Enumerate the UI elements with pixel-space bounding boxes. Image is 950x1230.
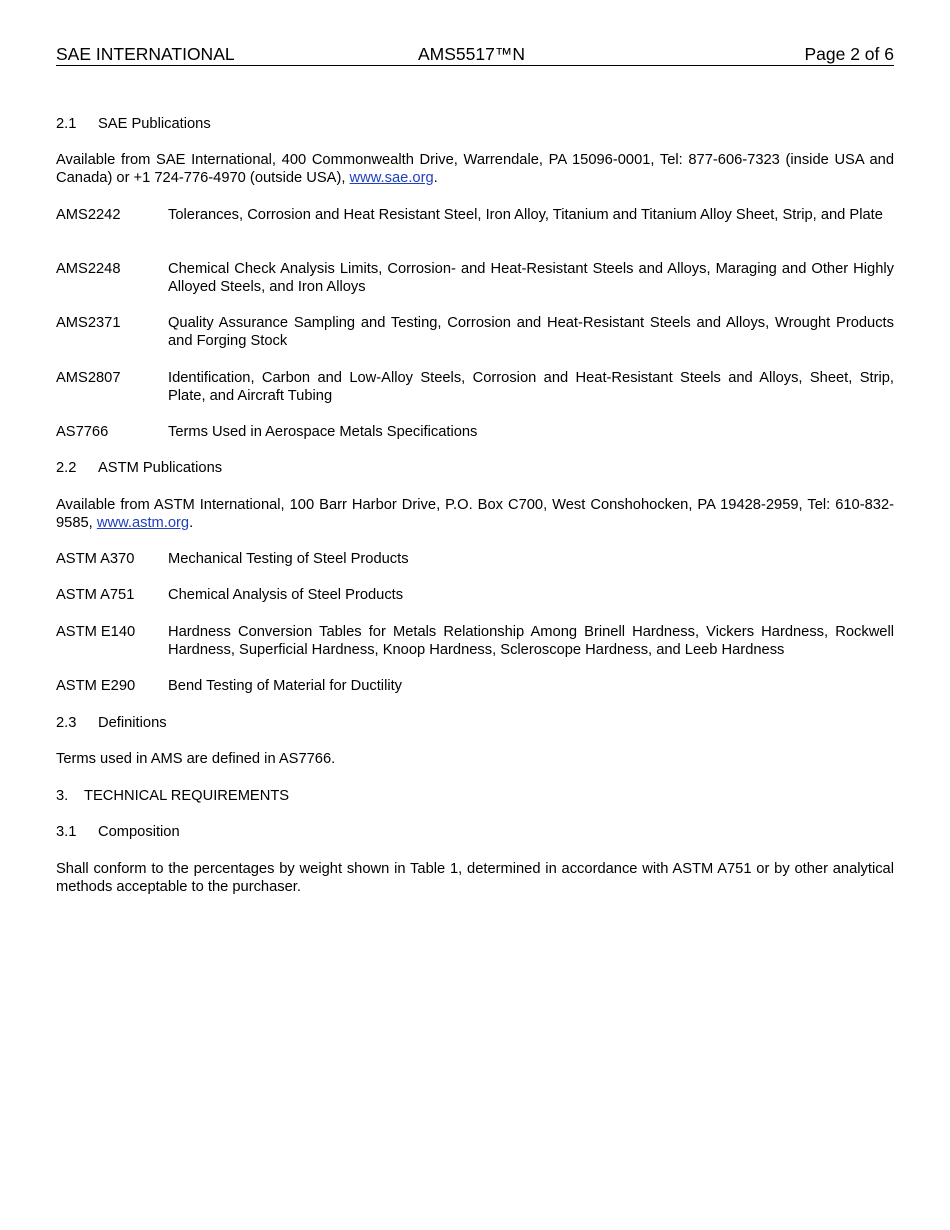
header-page-number: Page 2 of 6: [804, 44, 894, 64]
reference-title: Identification, Carbon and Low-Alloy Steels, Corrosion and Heat-Resistant Steels and Alloys, Sheet, Strip, Plate, and Aircraft Tubing: [168, 370, 894, 404]
reference-title: Terms Used in Aerospace Metals Specifications: [168, 424, 478, 440]
reference-entry: [56, 207, 894, 225]
section-title: ASTM Publications: [98, 460, 223, 476]
reference-entry: [56, 624, 894, 659]
header-doc-number: AMS5517™N: [418, 44, 525, 64]
sae-website-link[interactable]: www.sae.org: [349, 169, 434, 186]
reference-title: Bend Testing of Material for Ductility: [168, 678, 403, 694]
reference-title: Chemical Check Analysis Limits, Corrosion- and Heat-Resistant Steels and Alloys, Maraging and Other Highly Alloyed Steels, and Iron Alloys: [168, 261, 894, 295]
section-2-1-heading: [56, 116, 894, 134]
reference-entry: [56, 587, 894, 605]
reference-title: Mechanical Testing of Steel Products: [168, 551, 409, 567]
page-header: [56, 43, 894, 66]
section-number: 2.3: [56, 715, 77, 731]
reference-title: Tolerances, Corrosion and Heat Resistant Steel, Iron Alloy, Titanium and Titanium Alloy Sheet, Strip, and Plate: [168, 207, 883, 223]
definitions-paragraph: Terms used in AMS are defined in AS7766.: [56, 751, 336, 767]
section-2-2-heading: [56, 460, 894, 478]
section-number: 3.1: [56, 824, 77, 840]
reference-title: Hardness Conversion Tables for Metals Relationship Among Brinell Hardness, Vickers Hardness, Rockwell Hardness, Superficial Hardness, Knoop Hardness, Scleroscope Hardness, and Leeb Hardness: [168, 624, 894, 658]
sae-availability-text: Available from SAE International, 400 Commonwealth Drive, Warrendale, PA 15096-0001, Tel: 877-606-7323 (inside USA and Canada) or +1 724-776-4970 (outside USA),: [56, 152, 894, 186]
reference-entry: [56, 315, 894, 350]
section-title: TECHNICAL REQUIREMENTS: [84, 788, 290, 804]
reference-code: AMS2248: [56, 261, 121, 277]
period: .: [433, 169, 438, 186]
header-org: SAE INTERNATIONAL: [56, 44, 235, 64]
sae-availability-paragraph: [56, 152, 894, 187]
astm-availability-text: Available from ASTM International, 100 Barr Harbor Drive, P.O. Box C700, West Conshohocken, PA 19428-2959, Tel: 610-832-9585,: [56, 497, 894, 531]
reference-code: AS7766: [56, 424, 109, 440]
astm-website-link[interactable]: www.astm.org: [96, 514, 190, 531]
section-2-3-heading: [56, 715, 894, 733]
reference-code: ASTM A370: [56, 551, 135, 567]
reference-title: Quality Assurance Sampling and Testing, Corrosion and Heat-Resistant Steels and Alloys, Wrought Products and Forging Stock: [168, 315, 894, 349]
reference-title: Chemical Analysis of Steel Products: [168, 587, 404, 603]
reference-entry: [56, 678, 894, 696]
section-number: 2.2: [56, 460, 77, 476]
reference-code: ASTM E140: [56, 624, 136, 640]
section-title: Composition: [98, 824, 180, 840]
section-3-1-heading: [56, 824, 894, 842]
reference-entry: [56, 370, 894, 405]
section-title: SAE Publications: [98, 116, 211, 132]
astm-availability-paragraph: [56, 497, 894, 532]
reference-code: ASTM A751: [56, 587, 135, 603]
reference-entry: [56, 424, 894, 442]
section-number: 2.1: [56, 116, 77, 132]
reference-code: AMS2371: [56, 315, 121, 331]
reference-entry: [56, 261, 894, 296]
section-title: Definitions: [98, 715, 167, 731]
section-number: 3.: [56, 788, 69, 804]
reference-code: ASTM E290: [56, 678, 136, 694]
reference-code: AMS2807: [56, 370, 121, 386]
reference-entry: [56, 551, 894, 569]
composition-paragraph: Shall conform to the percentages by weight shown in Table 1, determined in accordance with ASTM A751 or by other analytical methods acceptable to the purchaser.: [56, 861, 894, 895]
reference-code: AMS2242: [56, 207, 121, 223]
section-3-heading: [56, 788, 894, 806]
period: .: [189, 514, 194, 531]
